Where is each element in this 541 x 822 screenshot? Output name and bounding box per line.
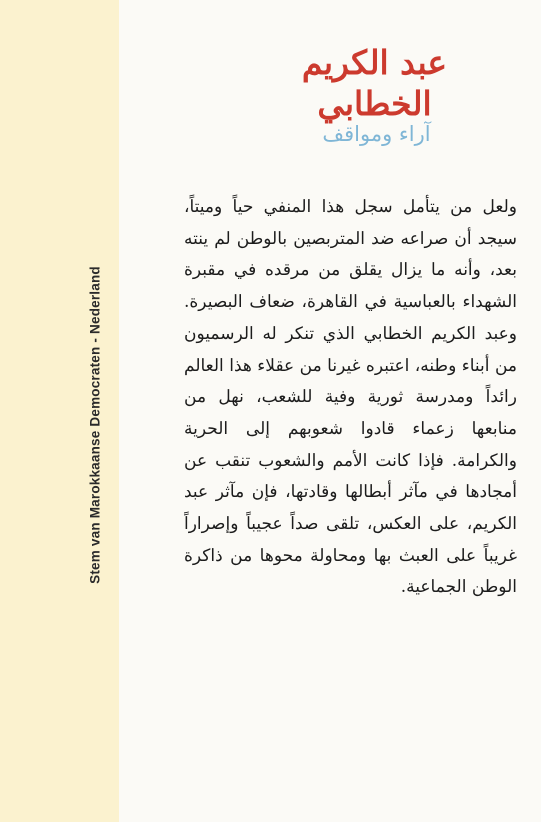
spine-strip bbox=[0, 0, 119, 822]
back-cover-text: ولعل من يتأمل سجل هذا المنفي حياً وميتاً، سيجد أن صراعه ضد المتربصين بالوطن لم ينته بعد، وأنه ما يزال يقلق من مرقده في مقبرة الشهداء بالعباسية في القاهرة، ضعاف البصيرة. وعبد الكريم الخطابي الذي تنكر له الرسميون من أبناء وطنه، اعتبره غيرنا من عقلاء هذا العالم رائداً ومدرسة ثورية وفية للشعب، نهل من منابعها زعماء قادوا شعوبهم إلى الحرية والكرامة. فإذا كانت الأمم والشعوب تنقب عن أمجادها في مآثر أبطالها وقادتها، فإن مآثر عبد الكريم، على العكس، تلقى صداً عجيباً وإصراراً غريباً على العبث بها ومحاولة محوها من ذاكرة الوطن الجماعية. bbox=[184, 197, 517, 598]
spine-publisher-text: Stem van Marokkaanse Democraten - Nederland bbox=[87, 266, 103, 584]
title-block bbox=[250, 42, 485, 146]
book-subtitle: آراء ومواقف bbox=[322, 121, 431, 146]
book-title: عبد الكريم الخطابي bbox=[301, 43, 448, 124]
